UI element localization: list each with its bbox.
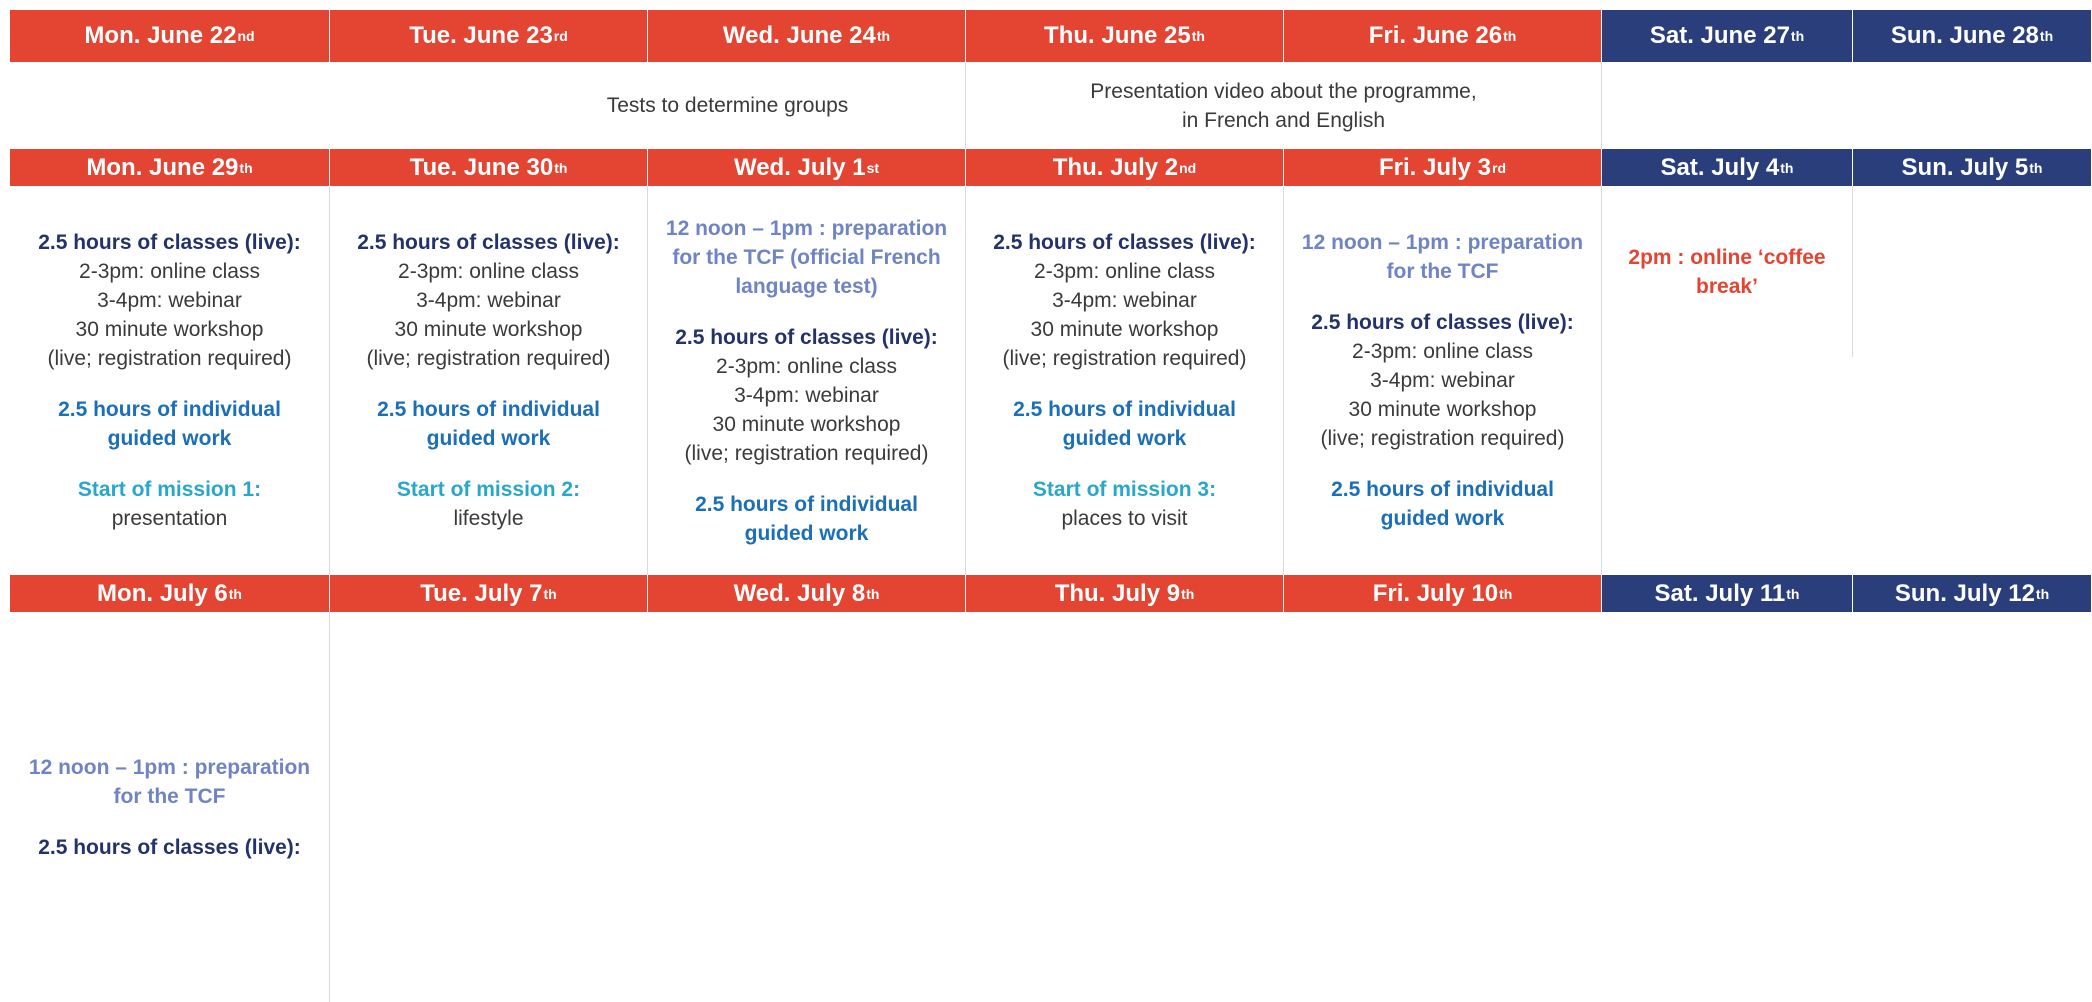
schedule-block [357,228,620,373]
class-detail: (live; registration required) [366,347,611,370]
mission-topic: places to visit [1061,507,1188,530]
day-label: Wed. June 24 [722,22,876,49]
class-detail: (live; registration required) [1320,427,1565,450]
class-detail: 3-4pm: webinar [1370,369,1515,392]
day-label: Sat. July 11 [1654,579,1786,607]
day-cell [10,612,330,1002]
day-label: Mon. June 29 [86,153,239,181]
day-header: Thu. July 2 nd [966,149,1284,186]
day-label: Mon. July 6 [97,579,228,607]
day-label: Mon. June 22 [84,22,237,49]
schedule-block [29,753,310,811]
day-header: Tue. June 30 th [330,149,648,186]
class-detail: (live; registration required) [47,347,292,370]
laptop-photo [10,62,490,149]
blue-line: 2.5 hours of individual [695,492,918,516]
schedule-block [377,395,600,453]
day-header: Thu. June 25 th [966,10,1284,62]
blue-line: guided work [744,521,869,545]
day-label: Tue. July 7 [420,579,543,607]
class-detail: 3-4pm: webinar [97,289,242,312]
peri-line: for the TCF (official French [672,245,941,269]
day-label: Sat. June 27 [1649,22,1790,49]
day-label: Sun. June 28 [1890,22,2039,49]
day-label: Sun. July 12 [1894,579,2035,607]
peri-line: 12 noon – 1pm : preparation [28,755,311,779]
day-cell [648,186,966,575]
navy-line: 2.5 hours of classes (live): [38,231,301,254]
navy-line: 2.5 hours of classes (live): [38,835,301,859]
tram-photo [1853,186,2092,575]
class-detail: 3-4pm: webinar [1052,289,1197,312]
day-label: Tue. June 23 [409,22,553,49]
class-detail: 3-4pm: webinar [416,289,561,312]
day-label: Thu. July 9 [1054,579,1181,607]
day-label: Sun. July 5 [1901,153,2029,181]
day-label: Fri. July 10 [1372,579,1499,607]
day-cell [10,186,330,575]
navy-line: 2.5 hours of classes (live): [357,231,620,254]
day-header: Wed. July 1 st [648,149,966,186]
peri-line: for the TCF [1386,260,1499,283]
coffee-break-line: 2pm : online ‘coffee [1628,245,1826,269]
schedule-block [1302,228,1583,286]
coffee-break-cell [1602,186,1853,357]
peri-line: 12 noon – 1pm : preparation [1301,231,1584,254]
day-header: Fri. July 10 th [1284,575,1602,612]
day-cell [966,186,1284,575]
day-cell [1284,186,1602,575]
navy-line: 2.5 hours of classes (live): [993,231,1256,254]
mission-topic: lifestyle [453,507,524,530]
tests-cell [490,62,966,149]
blue-line: guided work [107,427,232,450]
class-detail: 30 minute workshop [712,412,901,436]
day-header: Mon. June 29 th [10,149,330,186]
class-detail: 2-3pm: online class [1034,260,1215,283]
navy-line: 2.5 hours of classes (live): [1311,311,1574,334]
cyan-line: Start of mission 1: [77,478,262,501]
peri-line: language test) [735,274,878,298]
day-header: Wed. June 24 th [648,10,966,62]
schedule-block [397,475,580,533]
blue-line: guided work [426,427,551,450]
schedule-block [666,214,947,301]
class-detail: 30 minute workshop [394,318,583,341]
schedule-block [695,490,918,548]
day-header: Mon. June 22 nd [10,10,330,62]
blue-line: 2.5 hours of individual [377,398,600,421]
navy-line: 2.5 hours of classes (live): [675,325,938,349]
day-header: Fri. July 3 rd [1284,149,1602,186]
day-header: Tue. June 23 rd [330,10,648,62]
day-label: Sat. July 4 [1660,153,1780,181]
day-label: Fri. June 26 [1368,22,1503,49]
blue-line: guided work [1380,507,1505,530]
mission-topic: presentation [111,507,228,530]
day-header: Tue. July 7 th [330,575,648,612]
schedule-block [675,323,938,468]
day-header: Thu. July 9 th [966,575,1284,612]
day-label: Wed. July 8 [733,579,866,607]
day-header: Sun. June 28 th [1853,10,2092,62]
class-detail: 3-4pm: webinar [734,383,879,407]
day-label: Fri. July 3 [1378,153,1492,181]
day-label: Tue. June 30 [409,153,554,181]
day-header: Sat. July 11 th [1602,575,1853,612]
cyan-line: Start of mission 3: [1032,478,1217,501]
class-detail: 30 minute workshop [1348,398,1537,421]
class-detail: 2-3pm: online class [716,354,897,378]
day-header: Sat. July 4 th [1602,149,1853,186]
video-text: in French and English [1181,108,1386,132]
coffee-photo [1602,357,1853,575]
schedule-block [1033,475,1216,533]
riverside-photo [1602,62,2092,149]
schedule-block [993,228,1256,373]
day-header: Fri. June 26 th [1284,10,1602,62]
day-label: Thu. June 25 [1044,22,1191,49]
class-detail: 30 minute workshop [1030,318,1219,341]
day-header: Sun. July 12 th [1853,575,2092,612]
day-label: Wed. July 1 [733,153,866,181]
video-cell [966,62,1602,149]
blue-line: 2.5 hours of individual [1331,478,1554,501]
day-cell [330,186,648,575]
schedule-block [38,833,301,862]
video-text: Presentation video about the programme, [1090,79,1477,103]
day-header: Sun. July 5 th [1853,149,2092,186]
schedule-block [1331,475,1554,533]
day-label: Thu. July 2 [1052,153,1179,181]
peri-line: 12 noon – 1pm : preparation [665,216,948,240]
schedule-block [1311,308,1574,453]
schedule-block [1013,395,1236,453]
class-detail: (live; registration required) [684,441,929,465]
schedule-block [78,475,261,533]
schedule-block [58,395,281,453]
day-header: Mon. July 6 th [10,575,330,612]
day-header: Wed. July 8 th [648,575,966,612]
peri-line: for the TCF [113,784,226,808]
class-detail: 2-3pm: online class [398,260,579,283]
cyan-line: Start of mission 2: [396,478,581,501]
class-detail: (live; registration required) [1002,347,1247,370]
class-detail: 2-3pm: online class [79,260,260,283]
schedule-block [1628,243,1825,301]
tests-text: Tests to determine groups [606,94,849,117]
day-header: Sat. June 27 th [1602,10,1853,62]
coffee-break-line: break’ [1696,274,1758,298]
schedule-block [38,228,301,373]
class-detail: 30 minute workshop [75,318,264,341]
blue-line: guided work [1062,427,1187,450]
blue-line: 2.5 hours of individual [1013,398,1236,421]
blue-line: 2.5 hours of individual [58,398,281,421]
class-detail: 2-3pm: online class [1352,340,1533,363]
